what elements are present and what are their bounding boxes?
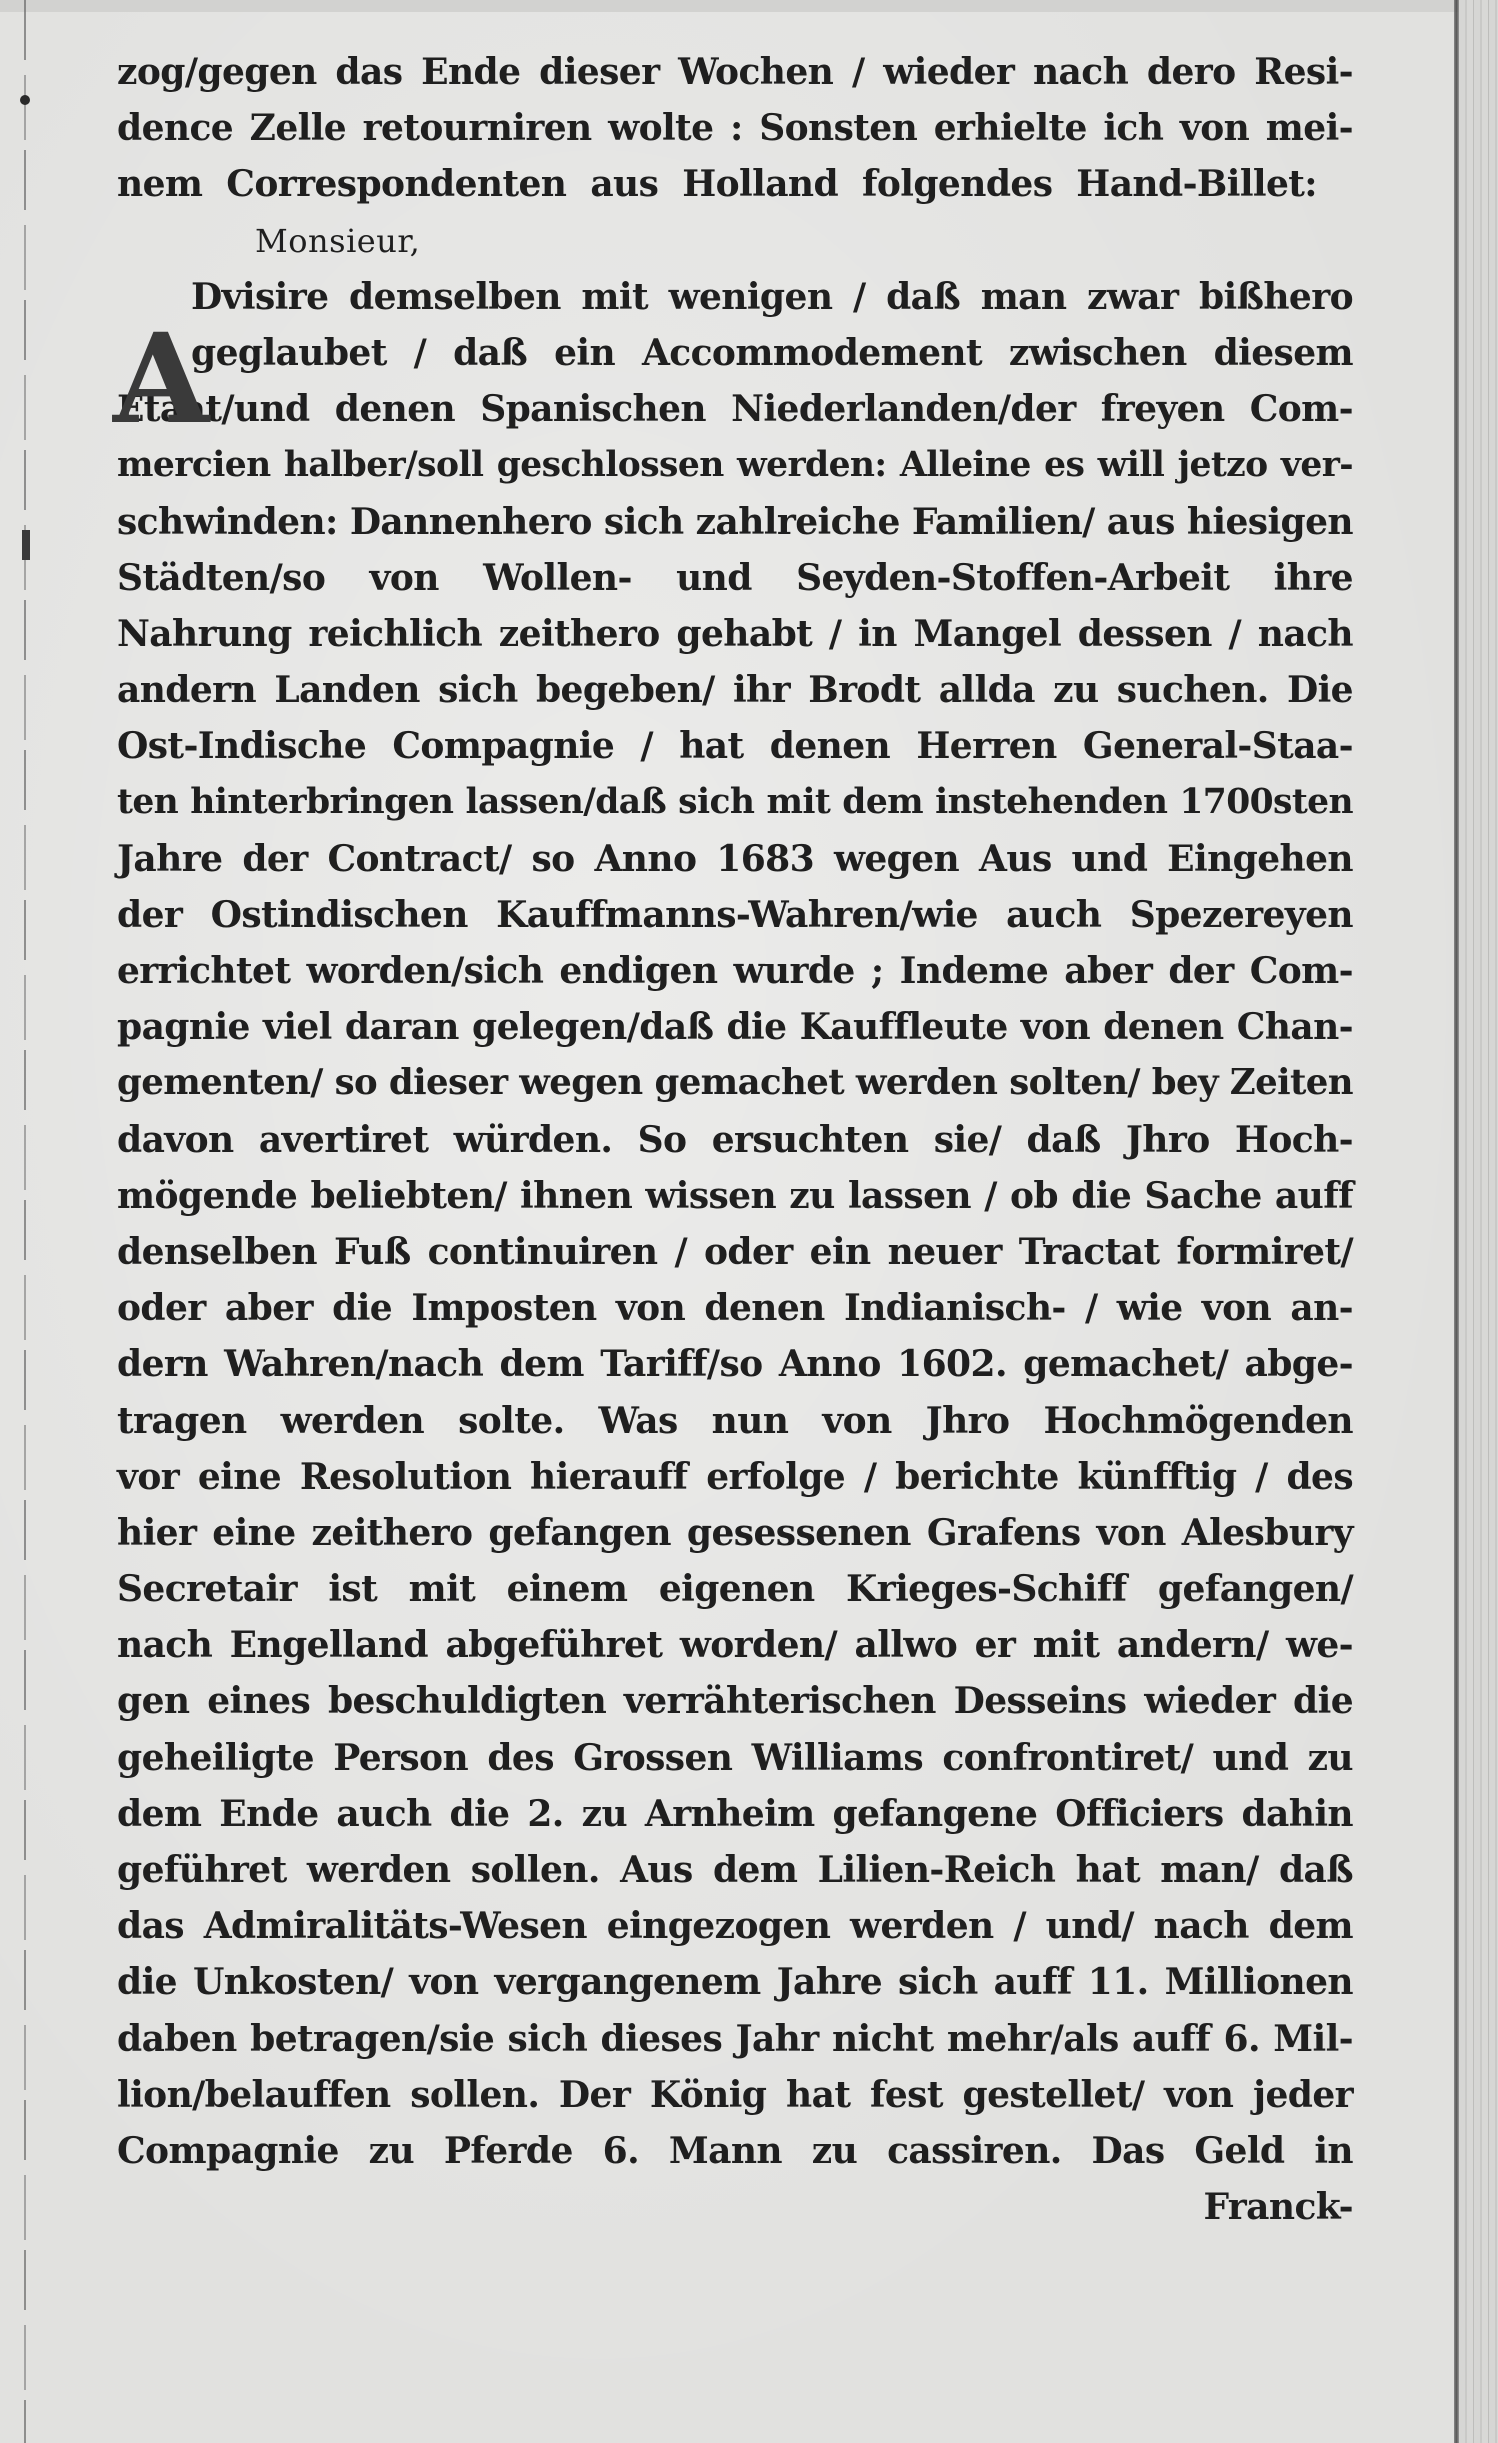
text-line: daben betragen/sie sich dieses Jahr nicht mehr/als auff 6. Mil- [117,2017,1353,2060]
binding-hole-mark [20,95,30,105]
scan-top-edge [0,0,1498,12]
text-line: die Unkosten/ von vergangenem Jahre sich auff 11. Millionen [117,1961,1353,2004]
text-line: Jahre der Contract/ so Anno 1683 wegen Aus und Eingehen [117,837,1353,880]
letter-salutation: Monsieur, [255,221,421,260]
text-line: mögende beliebten/ ihnen wissen zu lassen / ob die Sache auff [117,1174,1353,1217]
catchword: Franck- [1203,2186,1353,2229]
text-line: lion/belauffen sollen. Der König hat fest gestellet/ von jeder [117,2073,1353,2116]
text-line: Etaat/und denen Spanischen Niederlanden/der freyen Com- [117,388,1353,431]
text-line: oder aber die Imposten von denen Indianisch- / wie von an- [117,1287,1353,1330]
text-line: dence Zelle retourniren wolte : Sonsten erhielte ich von mei- [117,107,1353,150]
text-line: geführet werden sollen. Aus dem Lilien-Reich hat man/ daß [117,1849,1353,1891]
binding-thread-mark [22,530,30,560]
drop-capital: A [113,307,210,452]
text-line: tragen werden solte. Was nun von Jhro Hochmögenden [117,1399,1353,1442]
binding-stitch-line [24,0,26,2443]
text-line: gen eines beschuldigten verrähterischen Desseins wieder die [117,1680,1353,1723]
text-line: davon avertiret würden. So ersuchten sie/ daß Jhro Hoch- [117,1118,1353,1161]
text-line: das Admiralitäts-Wesen eingezogen werden / und/ nach dem [117,1905,1353,1948]
text-line: mercien halber/soll geschlossen werden: Alleine es will jetzo ver- [117,445,1353,486]
text-line: gementen/ so dieser wegen gemachet werden solten/ bey Zeiten [117,1062,1353,1104]
text-line: dem Ende auch die 2. zu Arnheim gefangene Officiers dahin [117,1792,1353,1835]
text-line: pagnie viel daran gelegen/daß die Kauffleute von denen Chan- [117,1006,1353,1049]
text-line: Nahrung reichlich zeithero gehabt / in Mangel dessen / nach [117,612,1353,655]
text-line: Städten/so von Wollen- und Seyden-Stoffen-Arbeit ihre [117,556,1353,599]
text-line: Secretair ist mit einem eigenen Krieges-Schiff gefangen/ [117,1568,1353,1611]
text-line: Compagnie zu Pferde 6. Mann zu cassiren. Das Geld in [117,2129,1353,2172]
text-line: ten hinterbringen lassen/daß sich mit dem instehenden 1700sten [117,782,1353,823]
text-line: geglaubet / daß ein Accommodement zwischen diesem [191,331,1353,374]
text-line: nach Engelland abgeführet worden/ allwo er mit andern/ we- [117,1624,1353,1667]
text-line: errichtet worden/sich endigen wurde ; Indeme aber der Com- [117,950,1353,992]
text-line: dern Wahren/nach dem Tariff/so Anno 1602. gemachet/ abge- [117,1343,1353,1386]
text-line: Ost-Indische Compagnie / hat denen Herren General-Staa- [117,725,1353,768]
text-line: hier eine zeithero gefangen gesessenen Grafens von Alesbury [117,1511,1353,1554]
text-line: schwinden: Dannenhero sich zahlreiche Familien/ aus hiesigen [117,500,1353,543]
text-line: der Ostindischen Kauffmanns-Wahren/wie auch Spezereyen [117,893,1353,936]
text-line: nem Correspondenten aus Holland folgendes Hand-Billet: [117,163,1317,206]
text-line: denselben Fuß continuiren / oder ein neuer Tractat formiret/ [117,1230,1353,1273]
text-line: Dvisire demselben mit wenigen / daß man zwar bißhero [191,275,1353,318]
text-line: vor eine Resolution hierauff erfolge / berichte künfftig / des [117,1455,1353,1498]
body-text [113,44,1353,2235]
adjacent-page-edge [1459,0,1498,2443]
text-line: geheiligte Person des Grossen Williams confrontiret/ und zu [117,1736,1353,1779]
text-line: zog/gegen das Ende dieser Wochen / wieder nach dero Resi- [117,51,1353,93]
text-line: andern Landen sich begeben/ ihr Brodt allda zu suchen. Die [117,669,1353,712]
